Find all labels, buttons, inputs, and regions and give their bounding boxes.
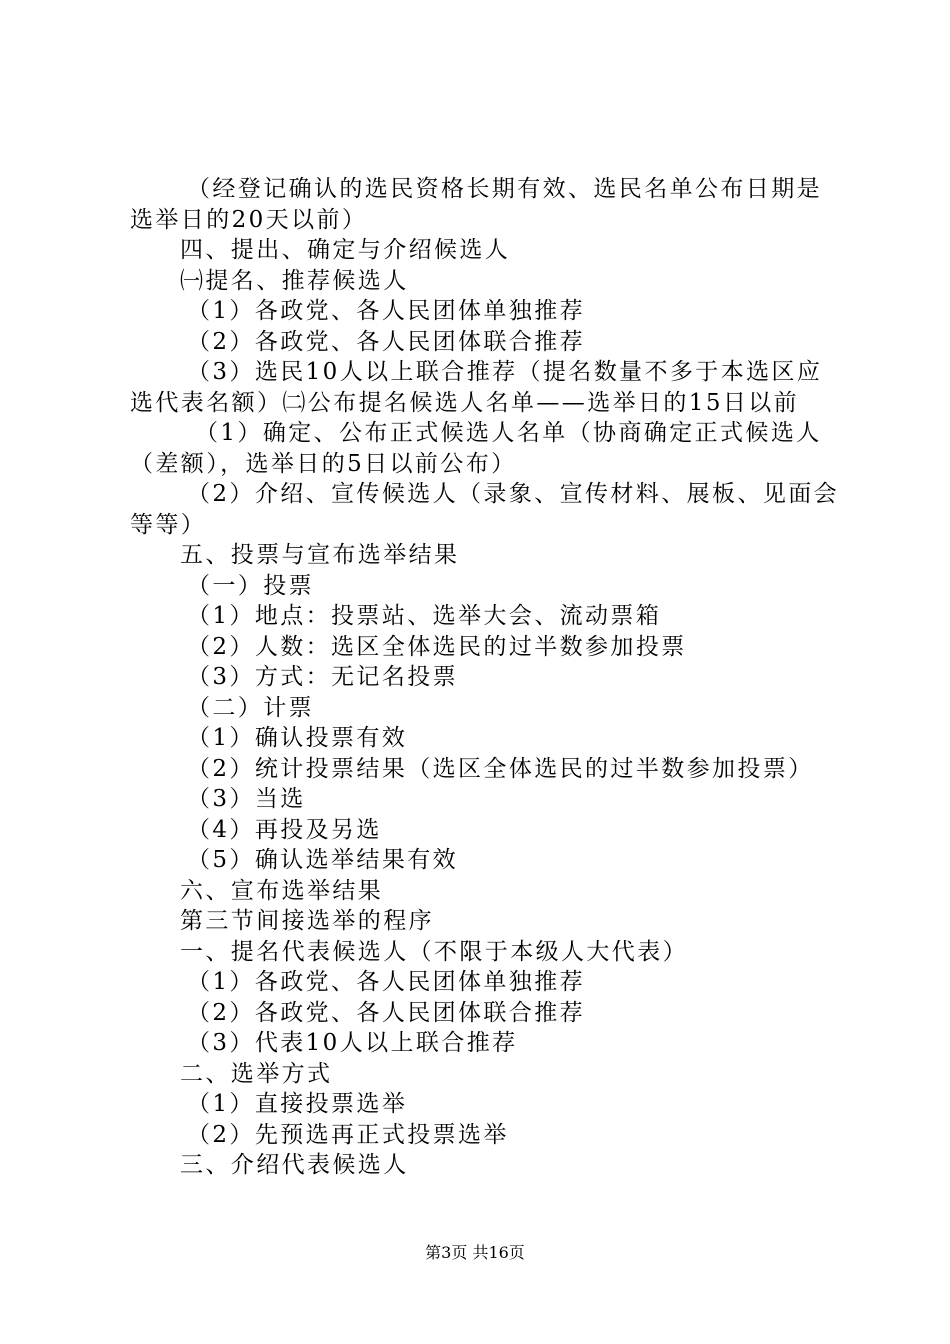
list-item: （1）直接投票选举: [187, 1091, 408, 1117]
section-heading: 六、宣布选举结果: [180, 877, 384, 904]
list-item: （1）确认投票有效: [187, 725, 408, 751]
subsection-heading: （二）计票: [187, 694, 314, 721]
text-line: 选举日的20天以前）: [130, 206, 368, 233]
section-heading: 二、选举方式: [180, 1060, 333, 1087]
text-line: 等等）: [130, 511, 207, 538]
document-body: [130, 174, 840, 1181]
text-line: （经登记确认的选民资格长期有效、选民名单公布日期是: [187, 176, 822, 202]
list-item: （2）统计投票结果（选区全体选民的过半数参加投票）: [187, 755, 814, 782]
list-item: （2）介绍、宣传候选人（录象、宣传材料、展板、见面会: [187, 481, 840, 507]
section-heading: 一、提名代表候选人（不限于本级人大代表）: [180, 938, 688, 965]
list-item: （3）代表10人以上联合推荐: [187, 1030, 518, 1056]
list-item: （2）先预选再正式投票选举: [187, 1121, 509, 1148]
list-item: （3）当选: [187, 786, 306, 812]
text-line: （差额），选举日的5日以前公布）: [130, 450, 517, 477]
section-heading: 三、介绍代表候选人: [180, 1152, 409, 1178]
section-heading: 五、投票与宣布选举结果: [180, 542, 460, 568]
list-item: （1）确定、公布正式候选人名单（协商确定正式候选人: [195, 420, 822, 446]
list-item: （3）方式：无记名投票: [187, 664, 459, 690]
list-item: （2）各政党、各人民团体联合推荐: [187, 328, 586, 355]
list-item: （1）各政党、各人民团体单独推荐: [187, 298, 586, 324]
list-item: （4）再投及另选: [187, 816, 382, 843]
section-heading: 四、提出、确定与介绍候选人: [180, 237, 511, 263]
list-item: （3）选民10人以上联合推荐（提名数量不多于本选区应: [187, 359, 823, 385]
list-item: （2）各政党、各人民团体联合推荐: [187, 999, 586, 1026]
section-heading: 第三节间接选举的程序: [180, 908, 434, 934]
list-item: （2）人数：选区全体选民的过半数参加投票: [187, 633, 687, 660]
list-item: （1）地点：投票站、选举大会、流动票箱: [187, 603, 662, 629]
page-number-footer: 第3页 共16页: [425, 1243, 525, 1262]
list-item: （1）各政党、各人民团体单独推荐: [187, 969, 586, 995]
text-line: 选代表名额）㈡公布提名候选人名单——选举日的15日以前: [130, 389, 800, 416]
list-item: （5）确认选举结果有效: [187, 847, 459, 873]
subsection-heading: ㈠提名、推荐候选人: [180, 267, 409, 294]
subsection-heading: （一）投票: [187, 572, 314, 599]
